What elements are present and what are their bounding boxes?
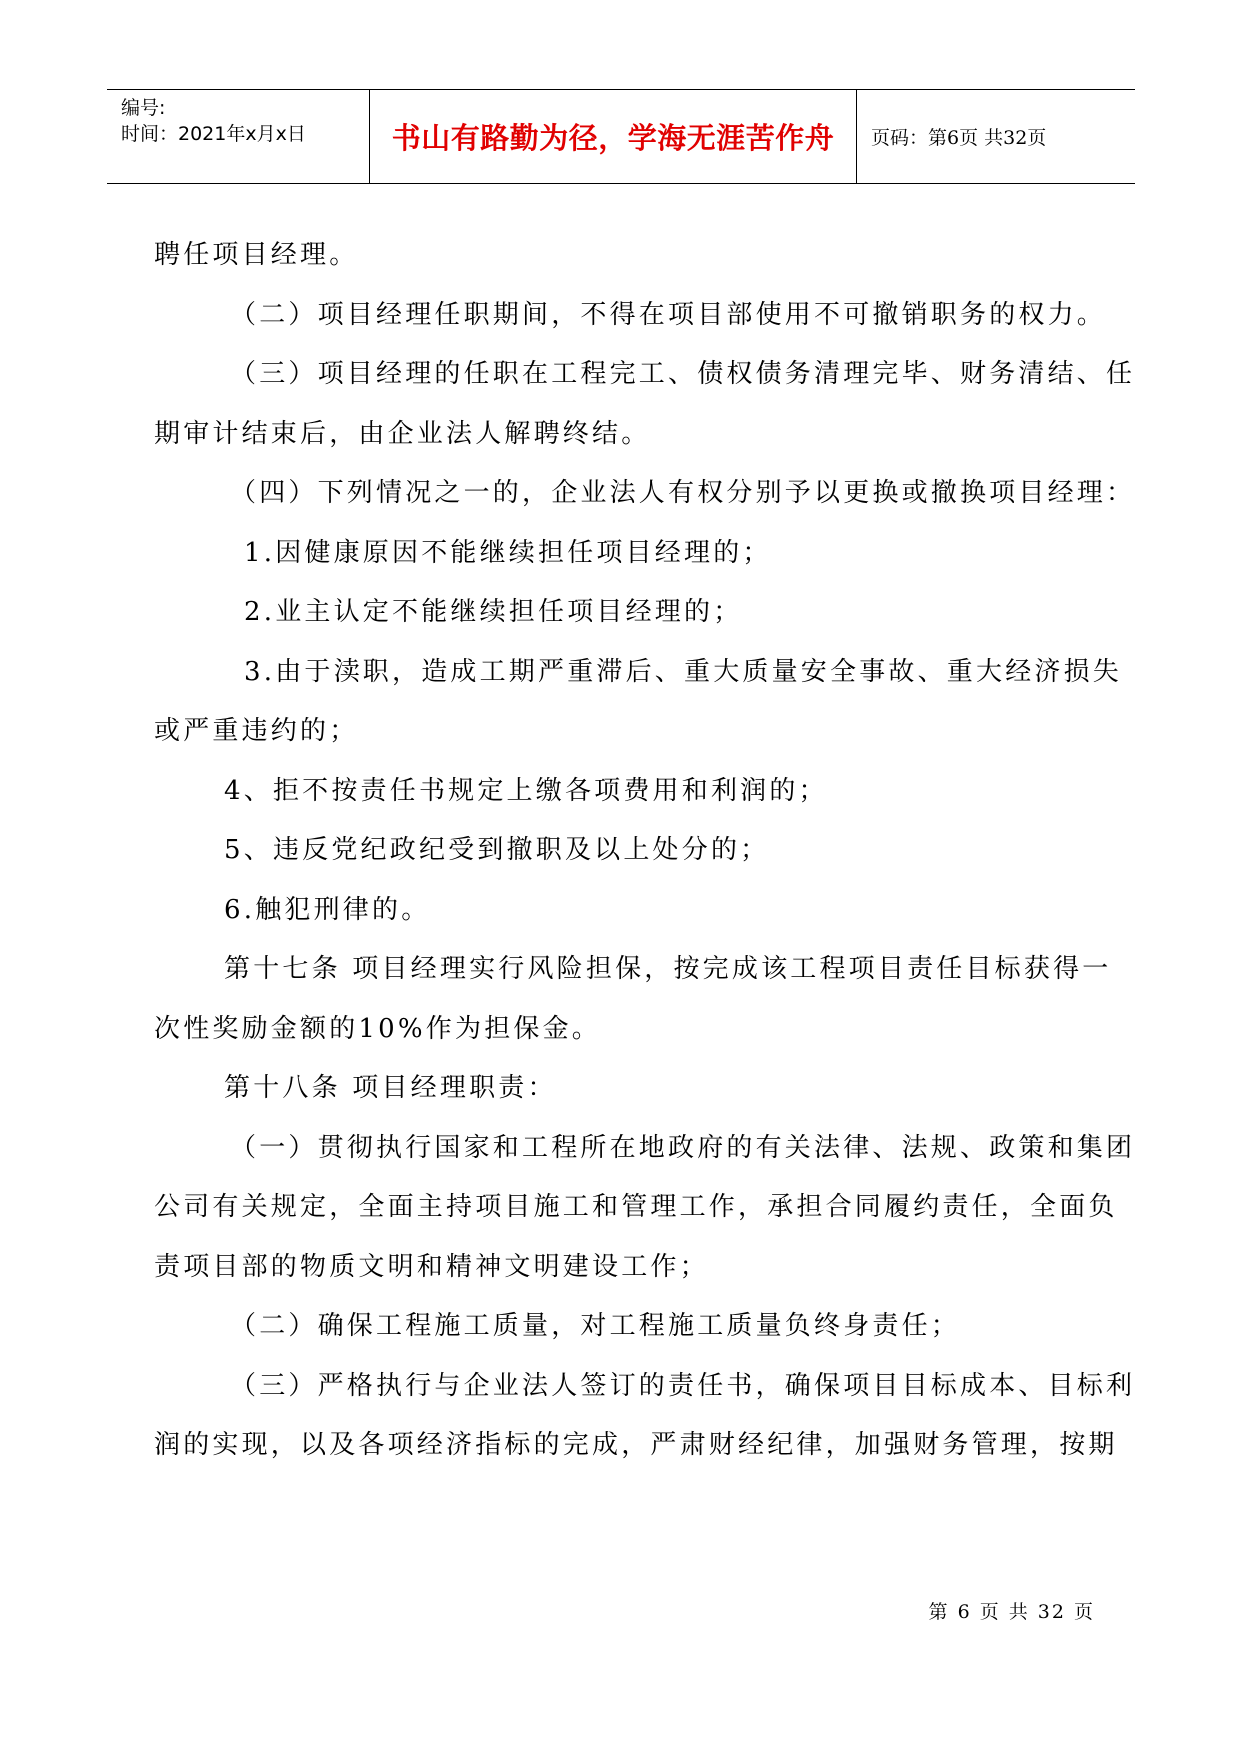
page-header	[107, 89, 1135, 184]
article-heading-line: 第十七条 项目经理实行风险担保，按完成该工程项目责任目标获得一	[224, 954, 1112, 984]
list-item: 6.触犯刑律的。	[224, 894, 431, 925]
header-motto-cell	[370, 90, 857, 183]
header-meta-cell	[107, 90, 370, 183]
list-item: 5、违反党纪政纪受到撤职及以上处分的；	[224, 835, 770, 865]
paragraph-line: 次性奖励金额的10%作为担保金。	[154, 1013, 601, 1044]
document-number-label: 编号:	[121, 97, 166, 119]
paragraph-line: 期审计结束后，由企业法人解聘终结。	[154, 418, 651, 449]
header-page-cell	[857, 90, 1135, 183]
header-motto: 书山有路勤为径，学海无涯苦作舟	[391, 121, 835, 155]
paragraph-line: （三）严格执行与企业法人签订的责任书，确保项目目标成本、目标利	[230, 1370, 1136, 1401]
document-body	[154, 226, 1136, 1476]
paragraph-line: （三）项目经理的任职在工程完工、债权债务清理完毕、财务清结、任	[230, 359, 1136, 389]
list-item: 3.由于渎职，造成工期严重滞后、重大质量安全事故、重大经济损失	[244, 656, 1123, 687]
page-footer-number: 第 6 页 共 32 页	[928, 1601, 1095, 1623]
document-time-label: 时间：2021年x月x日	[121, 123, 306, 145]
list-item: 2.业主认定不能继续担任项目经理的；	[244, 597, 743, 627]
paragraph-line: （二）项目经理任职期间，不得在项目部使用不可撤销职务的权力。	[230, 299, 1107, 330]
list-item: 1.因健康原因不能继续担任项目经理的；	[244, 537, 772, 568]
paragraph-line: （四）下列情况之一的，企业法人有权分别予以更换或撤换项目经理：	[230, 478, 1136, 508]
paragraph-line: （二）确保工程施工质量，对工程施工质量负终身责任；	[230, 1311, 961, 1341]
header-page-info: 页码：第6页 共32页	[871, 127, 1047, 149]
article-heading-line: 第十八条 项目经理职责：	[224, 1073, 557, 1103]
paragraph-line: 责项目部的物质文明和精神文明建设工作；	[154, 1251, 709, 1282]
paragraph-line: 润的实现，以及各项经济指标的完成，严肃财经纪律，加强财务管理，按期	[154, 1430, 1118, 1460]
paragraph-line: 聘任项目经理。	[154, 240, 359, 270]
paragraph-line: （一）贯彻执行国家和工程所在地政府的有关法律、法规、政策和集团	[230, 1132, 1136, 1163]
paragraph-line: 公司有关规定，全面主持项目施工和管理工作，承担合同履约责任，全面负	[154, 1192, 1118, 1222]
list-item: 4、拒不按责任书规定上缴各项费用和利润的；	[224, 775, 828, 806]
paragraph-line: 或严重违约的；	[154, 716, 359, 746]
